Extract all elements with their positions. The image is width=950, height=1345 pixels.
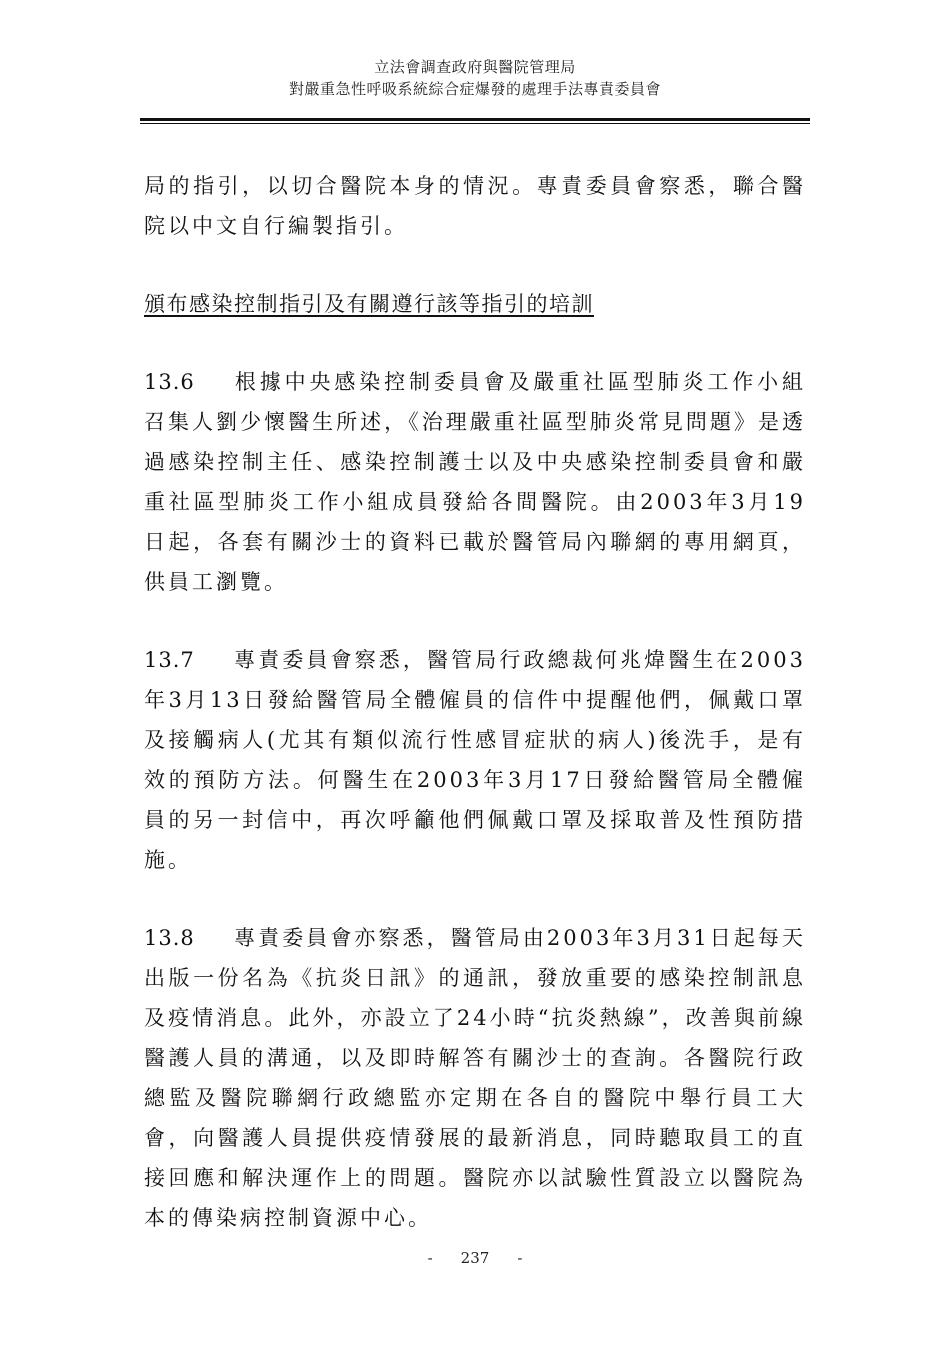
page-footer — [0, 1249, 950, 1267]
header-rule-thin — [140, 123, 810, 124]
footer-dash-right: - — [517, 1249, 523, 1267]
paragraph-number: 13.8 — [144, 926, 195, 950]
page-body — [144, 166, 806, 1238]
section-heading-text: 頒布感染控制指引及有關遵行該等指引的培訓 — [144, 292, 594, 316]
paragraph-13-6 — [144, 362, 806, 602]
paragraph-text: 專責委員會亦察悉，醫管局由2003年3月31日起每天出版一份名為《抗炎日訊》的通訊，發放重要的感染控制訊息及疫情消息。此外，亦設立了24小時“抗炎熱線”，改善與前線醫護人員的溝通，以及即時解答有關沙士的查詢。各醫院行政總監及醫院聯網行政總監亦定期在各自的醫院中舉行員工大會，向醫護人員提供疫情發展的最新消息，同時聽取員工的直接回應和解決運作上的問題。醫院亦以試驗性質設立以醫院為本的傳染病控制資源中心。 — [144, 926, 806, 1230]
page-header — [0, 56, 950, 100]
paragraph-13-8 — [144, 918, 806, 1238]
paragraph-number: 13.6 — [144, 370, 195, 394]
paragraph-text: 根據中央感染控制委員會及嚴重社區型肺炎工作小組召集人劉少懷醫生所述，《治理嚴重社區型肺炎常見問題》是透過感染控制主任、感染控制護士以及中央感染控制委員會和嚴重社區型肺炎工作小組成員發給各間醫院。由2003年3月19日起，各套有關沙士的資料已載於醫管局內聯網的專用網頁，供員工瀏覽。 — [144, 370, 806, 594]
paragraph-13-7 — [144, 640, 806, 880]
header-line-2: 對嚴重急性呼吸系統綜合症爆發的處理手法專責委員會 — [288, 80, 661, 98]
section-heading — [144, 284, 806, 324]
page-number: 237 — [460, 1249, 490, 1267]
header-line-1: 立法會調查政府與醫院管理局 — [374, 58, 576, 76]
paragraph-text: 專責委員會察悉，醫管局行政總裁何兆煒醫生在2003年3月13日發給醫管局全體僱員的信件中提醒他們，佩戴口罩及接觸病人(尤其有類似流行性感冒症狀的病人)後洗手，是有效的預防方法。何醫生在2003年3月17日發給醫管局全體僱員的另一封信中，再次呼籲他們佩戴口罩及採取普及性預防措施。 — [144, 648, 806, 872]
footer-dash-left: - — [427, 1249, 433, 1267]
continuation-paragraph: 局的指引，以切合醫院本身的情況。專責委員會察悉，聯合醫院以中文自行編製指引。 — [144, 174, 806, 238]
header-rule-thick — [140, 118, 810, 121]
paragraph-number: 13.7 — [144, 648, 195, 672]
